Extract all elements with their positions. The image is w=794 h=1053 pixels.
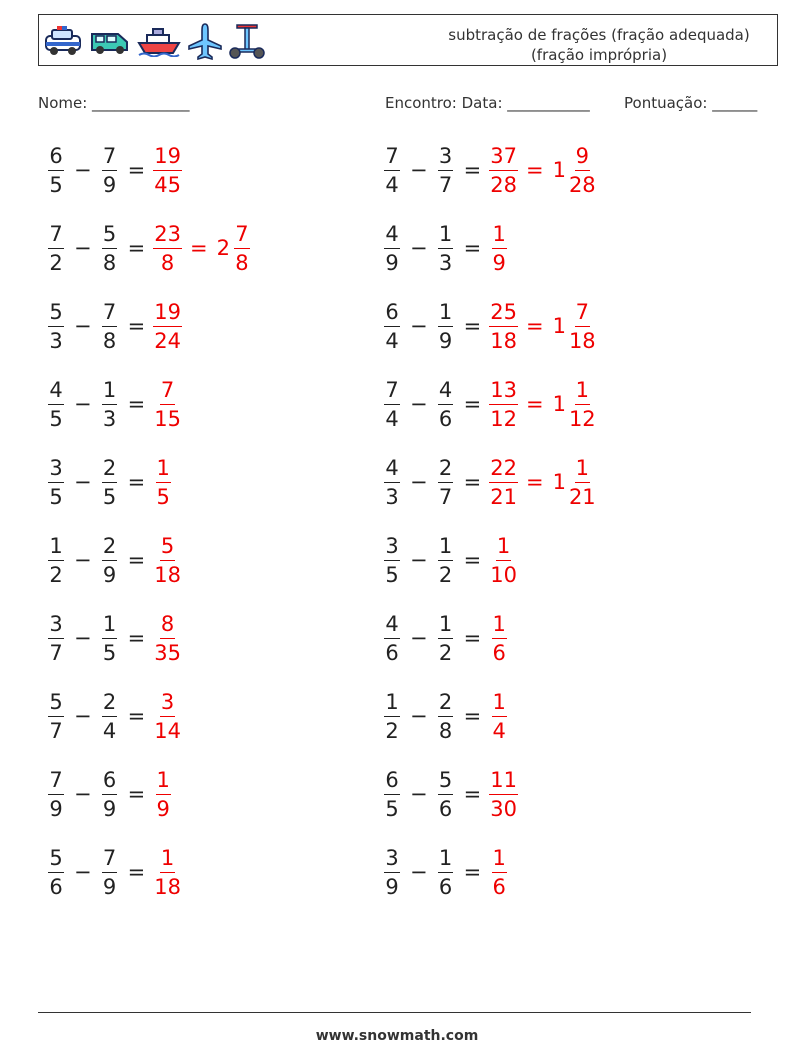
numerator: 7 (102, 844, 117, 873)
numerator: 19 (153, 298, 182, 327)
denominator: 2 (49, 562, 63, 587)
denominator: 6 (385, 640, 399, 665)
equals-sign: = (127, 626, 146, 650)
equals-sign: = (127, 782, 146, 806)
numerator: 7 (48, 220, 63, 249)
fraction (382, 376, 402, 433)
denominator: 8 (438, 718, 453, 743)
numerator: 1 (156, 454, 171, 483)
numerator: 2 (438, 688, 453, 717)
fraction (382, 532, 402, 589)
denominator: 45 (154, 172, 181, 197)
fraction (100, 376, 120, 433)
equals-sign: = (463, 860, 482, 884)
denominator: 9 (49, 796, 63, 821)
numerator: 7 (384, 142, 399, 171)
van-icon (89, 26, 131, 56)
equals-sign: = (463, 626, 482, 650)
fraction (382, 220, 402, 277)
denominator: 4 (102, 718, 117, 743)
numerator: 7 (48, 766, 63, 795)
problem-item (44, 218, 254, 278)
problem-item (380, 686, 511, 746)
problem-item (380, 842, 511, 902)
denominator: 9 (102, 562, 117, 587)
denominator: 2 (438, 640, 453, 665)
numerator: 4 (48, 376, 63, 405)
problem-item (380, 608, 511, 668)
fraction (46, 220, 66, 277)
answer-fraction (489, 142, 518, 199)
fraction (100, 610, 120, 667)
fraction (100, 844, 120, 901)
minus-sign: − (74, 626, 92, 650)
answer-fraction (489, 610, 509, 667)
numerator: 1 (492, 610, 507, 639)
denominator: 35 (154, 640, 181, 665)
problem-item (380, 218, 511, 278)
denominator: 5 (385, 796, 399, 821)
denominator: 10 (490, 562, 517, 587)
fraction (100, 220, 120, 277)
mixed-fraction-part (568, 454, 597, 511)
answer-fraction (489, 298, 518, 355)
equals-sign: = (463, 314, 482, 338)
minus-sign: − (74, 470, 92, 494)
problem-item (44, 374, 184, 434)
denominator: 9 (156, 796, 170, 821)
answer-fraction (153, 688, 182, 745)
numerator: 1 (575, 454, 590, 483)
numerator: 1 (492, 688, 507, 717)
denominator: 4 (385, 328, 399, 353)
footer-url: www.snowmath.com (315, 1028, 479, 1044)
equals-sign: = (463, 158, 482, 182)
fraction (46, 688, 66, 745)
mixed-fraction-part (568, 142, 597, 199)
fraction (436, 688, 456, 745)
numerator: 6 (384, 766, 399, 795)
score-field-label: Pontuação: ______ (624, 94, 758, 112)
numerator: 8 (160, 610, 175, 639)
denominator: 2 (385, 718, 399, 743)
fraction (436, 298, 456, 355)
denominator: 6 (492, 874, 506, 899)
mixed-whole-part: 2 (216, 236, 230, 260)
denominator: 2 (49, 250, 63, 275)
numerator: 1 (438, 298, 453, 327)
denominator: 6 (438, 406, 453, 431)
denominator: 7 (49, 718, 63, 743)
fraction (382, 454, 402, 511)
denominator: 5 (102, 640, 117, 665)
denominator: 15 (154, 406, 181, 431)
minus-sign: − (74, 158, 92, 182)
answer-fraction (153, 376, 182, 433)
numerator: 7 (102, 142, 117, 171)
name-field-label: Nome: _____________ (38, 94, 190, 112)
denominator: 5 (49, 406, 63, 431)
minus-sign: − (410, 782, 428, 806)
fraction (46, 376, 66, 433)
answer-fraction (153, 220, 182, 277)
problem-item (380, 452, 599, 512)
problem-item (44, 452, 175, 512)
numerator: 2 (438, 454, 453, 483)
minus-sign: − (74, 860, 92, 884)
equals-sign: = (463, 236, 482, 260)
denominator: 6 (438, 874, 453, 899)
minus-sign: − (410, 236, 428, 260)
denominator: 6 (492, 640, 506, 665)
denominator: 6 (49, 874, 63, 899)
denominator: 3 (49, 328, 63, 353)
numerator: 6 (102, 766, 117, 795)
numerator: 7 (575, 298, 590, 327)
denominator: 28 (490, 172, 517, 197)
numerator: 1 (160, 844, 175, 873)
minus-sign: − (74, 236, 92, 260)
fraction (382, 688, 402, 745)
denominator: 5 (49, 172, 63, 197)
answer-fraction (153, 532, 182, 589)
denominator: 9 (492, 250, 506, 275)
numerator: 5 (160, 532, 175, 561)
minus-sign: − (74, 392, 92, 416)
denominator: 7 (438, 172, 453, 197)
minus-sign: − (410, 860, 428, 884)
numerator: 5 (48, 688, 63, 717)
minus-sign: − (410, 470, 428, 494)
equals-sign: = (525, 470, 544, 494)
answer-fraction (153, 844, 182, 901)
numerator: 1 (156, 766, 171, 795)
denominator: 28 (568, 172, 596, 197)
equals-sign: = (127, 314, 146, 338)
equals-sign: = (525, 158, 544, 182)
numerator: 3 (48, 610, 63, 639)
fraction (436, 376, 456, 433)
equals-sign: = (127, 704, 146, 728)
minus-sign: − (74, 704, 92, 728)
numerator: 3 (384, 532, 399, 561)
worksheet-title (419, 25, 779, 65)
denominator: 9 (385, 250, 399, 275)
denominator: 4 (385, 172, 399, 197)
denominator: 24 (154, 328, 181, 353)
numerator: 3 (438, 142, 453, 171)
fraction (436, 454, 456, 511)
equals-sign: = (525, 392, 544, 416)
numerator: 4 (384, 610, 399, 639)
denominator: 5 (49, 484, 63, 509)
fraction (100, 454, 120, 511)
numerator: 22 (489, 454, 518, 483)
numerator: 5 (438, 766, 453, 795)
equals-sign: = (127, 392, 146, 416)
problem-item (380, 374, 599, 434)
minus-sign: − (410, 314, 428, 338)
denominator: 12 (490, 406, 517, 431)
numerator: 5 (48, 844, 63, 873)
numerator: 4 (384, 454, 399, 483)
problem-item (44, 764, 175, 824)
denominator: 3 (385, 484, 399, 509)
numerator: 6 (48, 142, 63, 171)
date-field-label: Encontro: Data: ___________ (385, 94, 590, 112)
equals-sign: = (463, 704, 482, 728)
numerator: 6 (384, 298, 399, 327)
answer-fraction (153, 766, 173, 823)
denominator: 8 (160, 250, 175, 275)
denominator: 5 (156, 484, 170, 509)
fraction (46, 142, 66, 199)
minus-sign: − (74, 314, 92, 338)
denominator: 21 (568, 484, 596, 509)
numerator: 1 (102, 376, 117, 405)
numerator: 2 (102, 454, 117, 483)
numerator: 7 (160, 376, 175, 405)
denominator: 6 (438, 796, 453, 821)
problem-item (44, 686, 184, 746)
numerator: 1 (102, 610, 117, 639)
numerator: 7 (102, 298, 117, 327)
equals-sign: = (463, 392, 482, 416)
equals-sign: = (463, 548, 482, 572)
equals-sign: = (127, 548, 146, 572)
answer-fraction (489, 844, 509, 901)
answer-fraction (153, 142, 182, 199)
denominator: 9 (438, 328, 453, 353)
equals-sign: = (127, 860, 146, 884)
numerator: 23 (153, 220, 182, 249)
equals-sign: = (525, 314, 544, 338)
denominator: 2 (438, 562, 453, 587)
answer-fraction (489, 376, 518, 433)
title-line-1: subtração de frações (fração adequada) (448, 26, 750, 44)
numerator: 11 (489, 766, 518, 795)
denominator: 9 (102, 874, 117, 899)
minus-sign: − (74, 548, 92, 572)
answer-fraction (489, 766, 518, 823)
equals-sign: = (463, 470, 482, 494)
numerator: 5 (102, 220, 117, 249)
problem-item (44, 530, 184, 590)
denominator: 8 (102, 328, 117, 353)
minus-sign: − (410, 158, 428, 182)
answer-fraction (489, 454, 518, 511)
equals-sign: = (127, 158, 146, 182)
numerator: 9 (575, 142, 590, 171)
minus-sign: − (410, 392, 428, 416)
problem-item (44, 842, 184, 902)
segway-icon (229, 22, 265, 60)
fraction (100, 298, 120, 355)
denominator: 18 (154, 562, 181, 587)
denominator: 7 (438, 484, 453, 509)
numerator: 1 (496, 532, 511, 561)
numerator: 1 (438, 610, 453, 639)
denominator: 3 (102, 406, 117, 431)
numerator: 4 (438, 376, 453, 405)
numerator: 3 (384, 844, 399, 873)
fraction (46, 844, 66, 901)
denominator: 8 (235, 250, 249, 275)
numerator: 13 (489, 376, 518, 405)
mixed-fraction-part (568, 298, 597, 355)
minus-sign: − (410, 626, 428, 650)
numerator: 2 (102, 532, 117, 561)
fraction (382, 610, 402, 667)
numerator: 3 (160, 688, 175, 717)
numerator: 1 (438, 532, 453, 561)
fraction (382, 844, 402, 901)
numerator: 2 (102, 688, 117, 717)
numerator: 3 (48, 454, 63, 483)
fraction (382, 766, 402, 823)
numerator: 7 (234, 220, 249, 249)
denominator: 18 (154, 874, 181, 899)
numerator: 1 (48, 532, 63, 561)
fraction (46, 298, 66, 355)
mixed-whole-part: 1 (552, 392, 566, 416)
denominator: 9 (102, 796, 117, 821)
numerator: 1 (492, 220, 507, 249)
footer-divider (38, 1012, 751, 1013)
denominator: 7 (49, 640, 63, 665)
numerator: 19 (153, 142, 182, 171)
numerator: 1 (384, 688, 399, 717)
numerator: 5 (48, 298, 63, 327)
denominator: 5 (102, 484, 117, 509)
fraction (46, 766, 66, 823)
mixed-whole-part: 1 (552, 470, 566, 494)
problem-item (44, 140, 184, 200)
mixed-fraction-part (232, 220, 252, 277)
minus-sign: − (74, 782, 92, 806)
fraction (436, 532, 456, 589)
numerator: 25 (489, 298, 518, 327)
problem-item (44, 608, 184, 668)
numerator: 1 (492, 844, 507, 873)
answer-fraction (153, 610, 182, 667)
answer-fraction (153, 454, 173, 511)
denominator: 18 (490, 328, 517, 353)
problem-item (380, 140, 599, 200)
numerator: 4 (384, 220, 399, 249)
problem-item (380, 530, 520, 590)
denominator: 14 (154, 718, 181, 743)
mixed-fraction-part (568, 376, 597, 433)
fraction (100, 766, 120, 823)
answer-fraction (489, 532, 518, 589)
answer-fraction (489, 220, 509, 277)
equals-sign: = (463, 782, 482, 806)
fraction (382, 298, 402, 355)
fraction (436, 844, 456, 901)
denominator: 3 (438, 250, 453, 275)
denominator: 9 (102, 172, 117, 197)
fraction (46, 532, 66, 589)
fraction (100, 532, 120, 589)
denominator: 4 (385, 406, 399, 431)
numerator: 7 (384, 376, 399, 405)
equals-sign: = (127, 470, 146, 494)
numerator: 1 (575, 376, 590, 405)
ship-icon (137, 25, 181, 57)
minus-sign: − (410, 548, 428, 572)
fraction (436, 610, 456, 667)
fraction (46, 454, 66, 511)
fraction (382, 142, 402, 199)
denominator: 30 (490, 796, 517, 821)
numerator: 1 (438, 844, 453, 873)
denominator: 5 (385, 562, 399, 587)
airplane-icon (187, 22, 223, 60)
denominator: 21 (490, 484, 517, 509)
problem-item (44, 296, 184, 356)
numerator: 37 (489, 142, 518, 171)
problem-item (380, 296, 599, 356)
denominator: 8 (102, 250, 117, 275)
police-car-icon (43, 24, 83, 58)
mixed-whole-part: 1 (552, 158, 566, 182)
fraction (100, 688, 120, 745)
fraction (100, 142, 120, 199)
problem-item (380, 764, 520, 824)
mixed-whole-part: 1 (552, 314, 566, 338)
title-line-2: (fração imprópria) (530, 46, 668, 64)
fraction (436, 220, 456, 277)
equals-sign: = (127, 236, 146, 260)
denominator: 9 (385, 874, 399, 899)
header-icons (43, 21, 265, 61)
equals-sign: = (189, 236, 208, 260)
fraction (436, 766, 456, 823)
minus-sign: − (410, 704, 428, 728)
worksheet-header (38, 14, 778, 66)
answer-fraction (153, 298, 182, 355)
answer-fraction (489, 688, 509, 745)
fraction (436, 142, 456, 199)
numerator: 1 (438, 220, 453, 249)
denominator: 4 (492, 718, 506, 743)
fraction (46, 610, 66, 667)
denominator: 18 (568, 328, 596, 353)
denominator: 12 (568, 406, 596, 431)
